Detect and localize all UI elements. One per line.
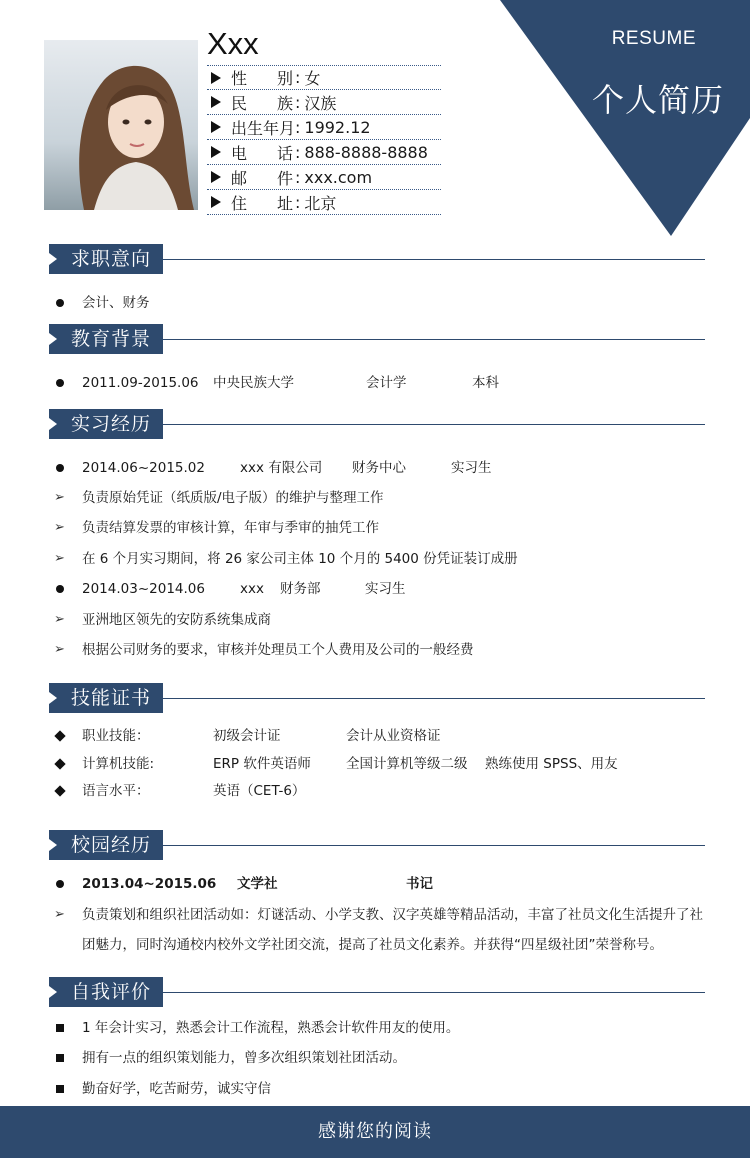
campus-role: 书记: [406, 876, 433, 892]
section-title: 技能证书: [71, 687, 152, 709]
campus-description: [54, 900, 704, 960]
arrow-icon: [49, 839, 57, 851]
footer-bar: 感谢您的阅读: [0, 1106, 750, 1158]
section-header-self: [49, 977, 705, 1007]
duty-text: 在 6 个月实习期间，将 26 家公司主体 10 个月的 5400 份凭证装订成册: [82, 551, 518, 567]
section-title: 自我评价: [71, 981, 152, 1003]
skill-row: [54, 726, 704, 746]
candidate-name: Xxx: [207, 26, 259, 61]
education-row: [54, 373, 704, 393]
skill-item: 初级会计证: [213, 728, 281, 744]
arrow-icon: [49, 253, 57, 265]
triangle-bullet-icon: [211, 171, 221, 183]
skill-item: 英语（CET-6）: [213, 783, 306, 799]
skill-item: 会计从业资格证: [346, 728, 441, 744]
chevron-right-icon: ➢: [54, 907, 65, 922]
info-value: 女: [304, 69, 321, 88]
info-row-birth: 出生年月 : 1992.12: [207, 115, 441, 140]
job-company: xxx: [240, 581, 264, 597]
triangle-bullet-icon: [211, 96, 221, 108]
intent-row: [54, 293, 704, 313]
edu-school: 中央民族大学: [213, 375, 294, 391]
personal-info-list: [207, 65, 441, 215]
skill-label: 语言水平：: [82, 783, 150, 799]
edu-degree: 本科: [472, 375, 499, 391]
skill-label: 计算机技能:: [82, 756, 155, 772]
section-title: 教育背景: [71, 328, 152, 350]
campus-period: 2013.04~2015.06: [82, 876, 217, 892]
job-row: [54, 579, 704, 599]
skill-row: [54, 781, 704, 801]
duty-item: [54, 549, 704, 569]
arrow-icon: [49, 333, 57, 345]
section-divider: [163, 845, 705, 846]
arrow-icon: [49, 986, 57, 998]
skill-item: ERP 软件英语师: [213, 756, 311, 772]
job-period: 2014.03~2014.06: [82, 581, 205, 597]
triangle-bullet-icon: [211, 146, 221, 158]
campus-org: 文学社: [237, 876, 278, 892]
info-value: xxx.com: [304, 167, 373, 187]
section-title: 实习经历: [71, 413, 152, 435]
job-row: [54, 458, 704, 478]
duty-text: 亚洲地区领先的安防系统集成商: [82, 612, 271, 628]
chevron-right-icon: ➢: [54, 612, 65, 627]
square-bullet-icon: [56, 1054, 64, 1062]
dot-bullet-icon: [56, 585, 64, 593]
skill-row: [54, 754, 704, 774]
section-divider: [163, 992, 705, 993]
info-label: 邮 件: [231, 168, 293, 188]
banner-title-cn: 个人简历: [591, 81, 724, 119]
dot-bullet-icon: [56, 379, 64, 387]
duty-text: 负责原始凭证（纸质版/电子版）的维护与整理工作: [82, 490, 384, 506]
section-divider: [163, 339, 705, 340]
section-header-campus: [49, 830, 705, 860]
section-title: 求职意向: [71, 248, 152, 270]
square-bullet-icon: [56, 1085, 64, 1093]
section-header-intent: [49, 244, 705, 274]
info-label: 电 话: [231, 143, 293, 163]
arrow-icon: [49, 418, 57, 430]
info-label: 住 址: [231, 193, 293, 213]
section-divider: [163, 424, 705, 425]
self-item: [54, 1079, 704, 1099]
edu-major: 会计学: [366, 375, 407, 391]
triangle-bullet-icon: [211, 196, 221, 208]
info-row-address: 住 址 : 北京: [207, 190, 441, 215]
diamond-bullet-icon: [54, 758, 65, 769]
dot-bullet-icon: [56, 299, 64, 307]
info-value: 1992.12: [304, 117, 371, 137]
self-text: 拥有一点的组织策划能力，曾多次组织策划社团活动。: [82, 1050, 406, 1066]
job-period: 2014.06~2015.02: [82, 460, 205, 476]
duty-item: [54, 518, 704, 538]
info-row-phone: 电 话 : 888-8888-8888: [207, 140, 441, 165]
chevron-right-icon: ➢: [54, 642, 65, 657]
campus-desc-text: 负责策划和组织社团活动如：灯谜活动、小学支教、汉字英雄等精品活动，丰富了社员文化生活提升了社团魅力，同时沟通校内校外文学社团交流，提高了社员文化素养。并获得“四星级社团”荣誉称号。: [82, 907, 703, 953]
triangle-bullet-icon: [211, 72, 221, 84]
job-dept: 财务中心: [352, 460, 406, 476]
info-label: 性 别: [231, 69, 293, 88]
chevron-right-icon: ➢: [54, 551, 65, 566]
job-dept: 财务部: [280, 581, 321, 597]
job-company: xxx 有限公司: [240, 460, 323, 476]
info-value: 汉族: [304, 93, 337, 113]
duty-item: [54, 488, 704, 508]
duty-item: [54, 610, 704, 630]
resume-banner: [500, 0, 750, 236]
diamond-bullet-icon: [54, 730, 65, 741]
section-header-skills: [49, 683, 705, 713]
info-row-ethnicity: 民 族 : 汉族: [207, 90, 441, 115]
section-divider: [163, 698, 705, 699]
info-row-email: 邮 件 : xxx.com: [207, 165, 441, 190]
self-item: [54, 1018, 704, 1038]
section-divider: [163, 259, 705, 260]
info-value: 北京: [304, 193, 337, 213]
skill-label: 职业技能：: [82, 728, 150, 744]
square-bullet-icon: [56, 1024, 64, 1032]
arrow-icon: [49, 692, 57, 704]
skill-item: 熟练使用 SPSS、用友: [485, 756, 618, 772]
job-role: 实习生: [365, 581, 406, 597]
banner-title-en: RESUME: [611, 28, 696, 49]
info-label: 民 族: [231, 93, 293, 113]
job-role: 实习生: [451, 460, 492, 476]
edu-period: 2011.09-2015.06: [82, 375, 199, 391]
section-header-education: [49, 324, 705, 354]
duty-item: [54, 640, 704, 660]
section-header-internship: [49, 409, 705, 439]
profile-photo: [44, 40, 198, 210]
diamond-bullet-icon: [54, 785, 65, 796]
self-item: [54, 1048, 704, 1068]
triangle-bullet-icon: [211, 121, 221, 133]
duty-text: 根据公司财务的要求，审核并处理员工个人费用及公司的一般经费: [82, 642, 474, 658]
duty-text: 负责结算发票的审核计算，年审与季审的抽凭工作: [82, 520, 379, 536]
dot-bullet-icon: [56, 464, 64, 472]
campus-row: [54, 874, 704, 894]
dot-bullet-icon: [56, 880, 64, 888]
info-label: 出生年月: [231, 118, 296, 138]
info-value: 888-8888-8888: [304, 142, 428, 162]
chevron-right-icon: ➢: [54, 520, 65, 535]
self-text: 勤奋好学，吃苦耐劳，诚实守信: [82, 1081, 271, 1097]
section-title: 校园经历: [71, 834, 152, 856]
info-row-gender: 性 别 : 女: [207, 65, 441, 90]
skill-item: 全国计算机等级二级: [346, 756, 468, 772]
chevron-right-icon: ➢: [54, 490, 65, 505]
self-text: 1 年会计实习，熟悉会计工作流程，熟悉会计软件用友的使用。: [82, 1020, 460, 1036]
intent-text: 会计、财务: [82, 295, 150, 311]
